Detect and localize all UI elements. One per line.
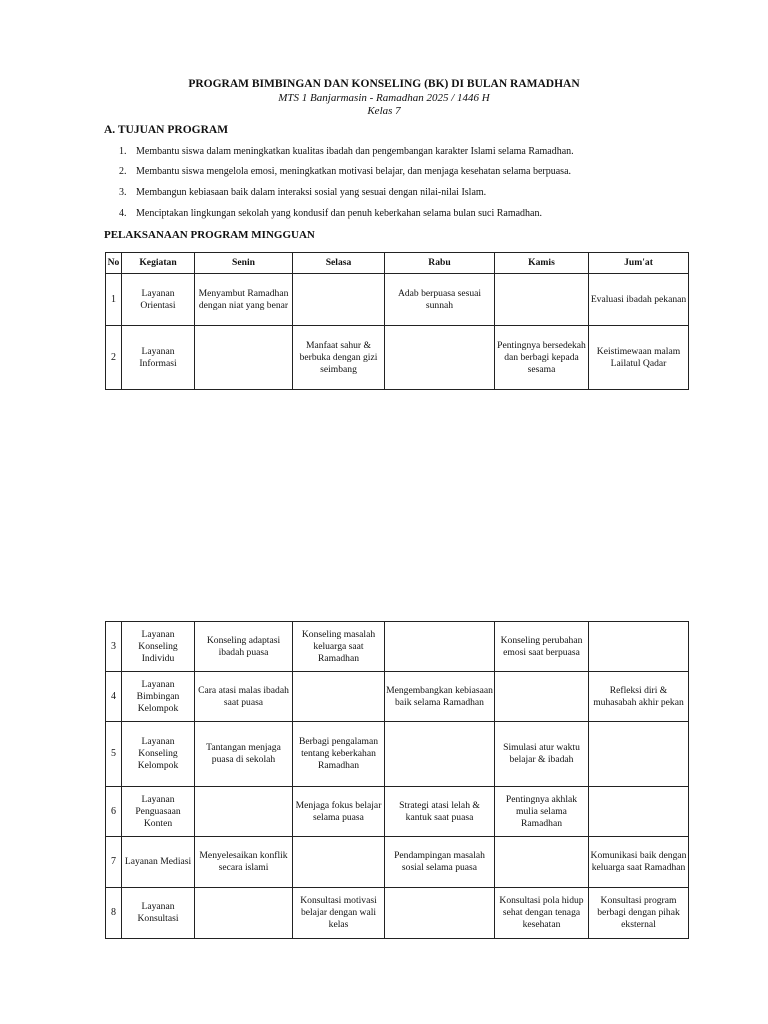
column-header-jumat: Jum'at bbox=[589, 253, 689, 274]
class-label: Kelas 7 bbox=[367, 105, 401, 117]
section-pelaksanaan-heading: PELAKSANAAN PROGRAM MINGGUAN bbox=[104, 229, 315, 241]
table-row bbox=[106, 722, 689, 787]
cell-no: 3 bbox=[106, 622, 122, 672]
cell-rabu: Adab berpuasa sesuai sunnah bbox=[385, 274, 495, 326]
cell-senin: Konseling adaptasi ibadah puasa bbox=[195, 622, 293, 672]
cell-jumat: Konsultasi program berbagi dengan pihak eksternal bbox=[589, 888, 689, 939]
cell-kamis: Simulasi atur waktu belajar & ibadah bbox=[495, 722, 589, 787]
column-header-no: No bbox=[106, 253, 122, 274]
cell-selasa: Menjaga fokus belajar selama puasa bbox=[293, 787, 385, 837]
cell-rabu: Strategi atasi lelah & kantuk saat puasa bbox=[385, 787, 495, 837]
table-row bbox=[106, 837, 689, 888]
column-header-senin: Senin bbox=[195, 253, 293, 274]
tujuan-item-number: 1. bbox=[119, 146, 127, 157]
cell-kamis: Konsultasi pola hidup sehat dengan tenaga kesehatan bbox=[495, 888, 589, 939]
cell-kegiatan: Layanan Konseling Kelompok bbox=[122, 722, 195, 787]
cell-selasa: Berbagi pengalaman tentang keberkahan Ramadhan bbox=[293, 722, 385, 787]
cell-selasa: Konseling masalah keluarga saat Ramadhan bbox=[293, 622, 385, 672]
schedule-table-part-1 bbox=[105, 252, 689, 390]
school-subtitle: MTS 1 Banjarmasin - Ramadhan 2025 / 1446 H bbox=[278, 92, 490, 104]
cell-senin bbox=[195, 787, 293, 837]
column-header-kegiatan: Kegiatan bbox=[122, 253, 195, 274]
cell-jumat: Keistimewaan malam Lailatul Qadar bbox=[589, 326, 689, 390]
cell-senin: Menyelesaikan konflik secara islami bbox=[195, 837, 293, 888]
column-header-rabu: Rabu bbox=[385, 253, 495, 274]
cell-jumat: Komunikasi baik dengan keluarga saat Ramadhan bbox=[589, 837, 689, 888]
cell-kamis: Konseling perubahan emosi saat berpuasa bbox=[495, 622, 589, 672]
cell-kegiatan: Layanan Konseling Individu bbox=[122, 622, 195, 672]
cell-jumat: Refleksi diri & muhasabah akhir pekan bbox=[589, 672, 689, 722]
cell-selasa bbox=[293, 837, 385, 888]
cell-kamis: Pentingnya akhlak mulia selama Ramadhan bbox=[495, 787, 589, 837]
cell-no: 5 bbox=[106, 722, 122, 787]
section-tujuan-heading: A. TUJUAN PROGRAM bbox=[104, 124, 229, 136]
column-header-selasa: Selasa bbox=[293, 253, 385, 274]
cell-jumat bbox=[589, 787, 689, 837]
cell-kegiatan: Layanan Penguasaan Konten bbox=[122, 787, 195, 837]
document-title: PROGRAM BIMBINGAN DAN KONSELING (BK) DI BULAN RAMADHAN bbox=[188, 78, 580, 90]
table-row bbox=[106, 888, 689, 939]
cell-senin: Cara atasi malas ibadah saat puasa bbox=[195, 672, 293, 722]
cell-rabu bbox=[385, 722, 495, 787]
cell-kegiatan: Layanan Bimbingan Kelompok bbox=[122, 672, 195, 722]
cell-selasa bbox=[293, 274, 385, 326]
cell-no: 8 bbox=[106, 888, 122, 939]
cell-kamis bbox=[495, 837, 589, 888]
tujuan-item-number: 3. bbox=[119, 187, 127, 198]
cell-jumat: Evaluasi ibadah pekanan bbox=[589, 274, 689, 326]
tujuan-item-text: Membantu siswa mengelola emosi, meningkatkan motivasi belajar, dan menjaga kesehatan selama berpuasa. bbox=[136, 166, 572, 177]
cell-senin: Menyambut Ramadhan dengan niat yang benar bbox=[195, 274, 293, 326]
cell-rabu bbox=[385, 622, 495, 672]
cell-kegiatan: Layanan Informasi bbox=[122, 326, 195, 390]
cell-kamis: Pentingnya bersedekah dan berbagi kepada sesama bbox=[495, 326, 589, 390]
cell-no: 4 bbox=[106, 672, 122, 722]
cell-senin bbox=[195, 326, 293, 390]
table-header-row bbox=[106, 253, 689, 274]
cell-senin bbox=[195, 888, 293, 939]
cell-kegiatan: Layanan Konsultasi bbox=[122, 888, 195, 939]
cell-rabu: Mengembangkan kebiasaan baik selama Ramadhan bbox=[385, 672, 495, 722]
cell-kegiatan: Layanan Orientasi bbox=[122, 274, 195, 326]
cell-no: 1 bbox=[106, 274, 122, 326]
table-row bbox=[106, 672, 689, 722]
tujuan-item-text: Membangun kebiasaan baik dalam interaksi sosial yang sesuai dengan nilai-nilai Islam. bbox=[136, 187, 487, 198]
cell-rabu bbox=[385, 326, 495, 390]
cell-selasa bbox=[293, 672, 385, 722]
schedule-table-part-2 bbox=[105, 621, 689, 939]
cell-kamis bbox=[495, 274, 589, 326]
cell-selasa: Manfaat sahur & berbuka dengan gizi seimbang bbox=[293, 326, 385, 390]
table-row bbox=[106, 622, 689, 672]
cell-no: 7 bbox=[106, 837, 122, 888]
cell-selasa: Konsultasi motivasi belajar dengan wali kelas bbox=[293, 888, 385, 939]
table-row bbox=[106, 787, 689, 837]
cell-senin: Tantangan menjaga puasa di sekolah bbox=[195, 722, 293, 787]
tujuan-item-number: 2. bbox=[119, 166, 127, 177]
cell-jumat bbox=[589, 722, 689, 787]
cell-no: 6 bbox=[106, 787, 122, 837]
cell-no: 2 bbox=[106, 326, 122, 390]
column-header-kamis: Kamis bbox=[495, 253, 589, 274]
tujuan-item-text: Membantu siswa dalam meningkatkan kualitas ibadah dan pengembangan karakter Islami selama Ramadhan. bbox=[136, 146, 574, 157]
tujuan-item-text: Menciptakan lingkungan sekolah yang kondusif dan penuh keberkahan selama bulan suci Ramadhan. bbox=[136, 208, 542, 219]
cell-rabu bbox=[385, 888, 495, 939]
tujuan-item-number: 4. bbox=[119, 208, 127, 219]
table-row bbox=[106, 274, 689, 326]
cell-rabu: Pendampingan masalah sosial selama puasa bbox=[385, 837, 495, 888]
cell-kamis bbox=[495, 672, 589, 722]
cell-jumat bbox=[589, 622, 689, 672]
cell-kegiatan: Layanan Mediasi bbox=[122, 837, 195, 888]
table-row bbox=[106, 326, 689, 390]
